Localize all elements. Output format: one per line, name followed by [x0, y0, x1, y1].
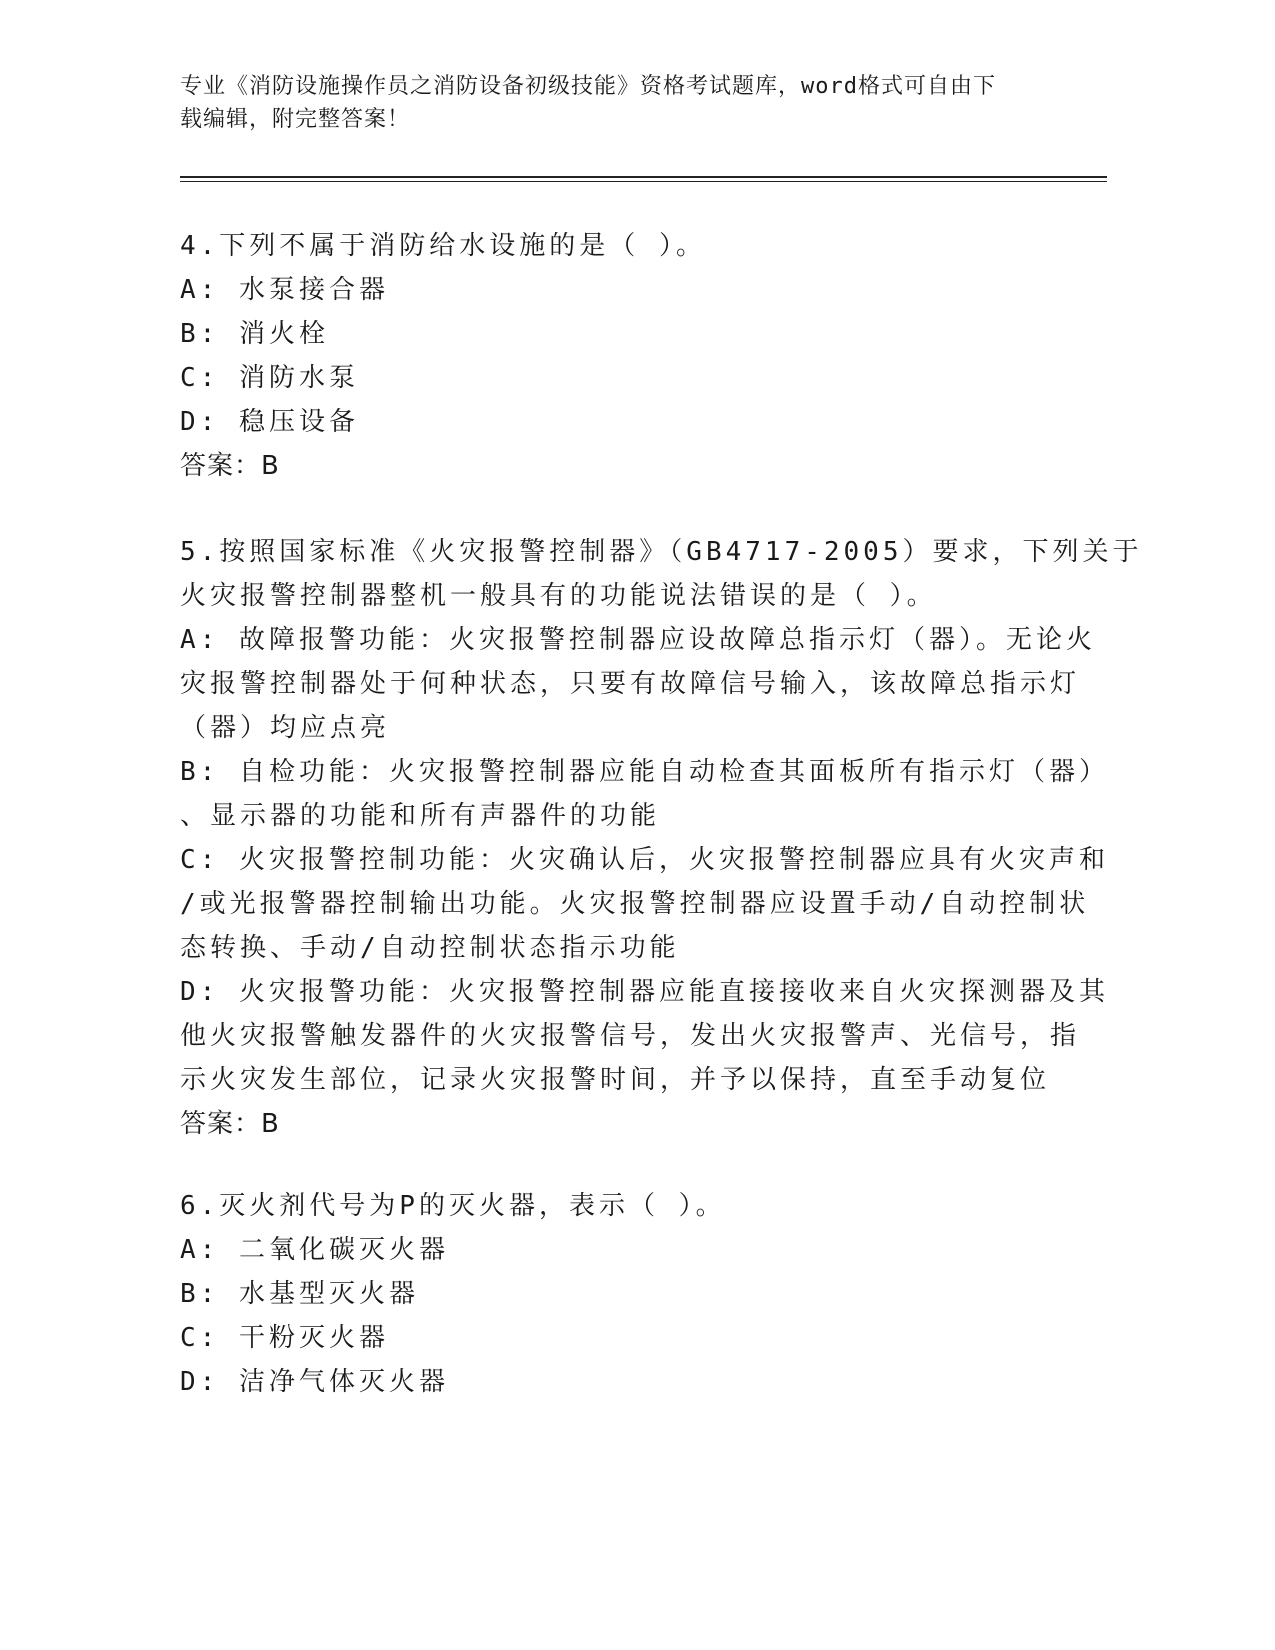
option-line: C: 火灾报警控制功能：火灾确认后，火灾报警控制器应具有火灾声和	[180, 845, 1109, 875]
option-line: B: 自检功能：火灾报警控制器应能自动检查其面板所有指示灯（器）	[180, 757, 1109, 787]
option-c: C: 消防水泵	[180, 363, 359, 393]
option-d: D: 洁净气体灭火器	[180, 1367, 449, 1397]
option-line: 示火灾发生部位，记录火灾报警时间，并予以保持，直至手动复位	[180, 1065, 1051, 1095]
question-4	[180, 224, 1060, 488]
question-stem: 5.按照国家标准《火灾报警控制器》（GB4717-2005）要求，下列关于	[180, 537, 1143, 567]
header-line: 专业《消防设施操作员之消防设备初级技能》资格考试题库，word格式可自由下	[180, 74, 996, 99]
option-a: A: 二氧化碳灭火器	[180, 1235, 449, 1265]
option-line: D: 火灾报警功能：火灾报警控制器应能直接接收来自火灾探测器及其	[180, 977, 1109, 1007]
question-stem: 4.下列不属于消防给水设施的是（ ）。	[180, 231, 706, 261]
option-b	[180, 750, 1109, 838]
option-line: 、显示器的功能和所有声器件的功能	[180, 801, 661, 831]
option-a: A: 水泵接合器	[180, 275, 389, 305]
option-line: /或光报警器控制输出功能。火灾报警控制器应设置手动/自动控制状	[180, 889, 1090, 919]
question-5	[180, 530, 1143, 1146]
option-line: 态转换、手动/自动控制状态指示功能	[180, 933, 680, 963]
header-divider-thin	[180, 181, 1107, 182]
option-c	[180, 838, 1109, 970]
option-line: 灾报警控制器处于何种状态，只要有故障信号输入，该故障总指示灯	[180, 669, 1081, 699]
question-stem: 火灾报警控制器整机一般具有的功能说法错误的是（ ）。	[180, 581, 937, 611]
option-d	[180, 970, 1109, 1102]
option-line: 他火灾报警触发器件的火灾报警信号，发出火灾报警声、光信号，指	[180, 1021, 1081, 1051]
header-line: 载编辑，附完整答案！	[180, 107, 411, 132]
option-c: C: 干粉灭火器	[180, 1323, 389, 1353]
question-stem: 6.灭火剂代号为P的灭火器，表示（ ）。	[180, 1191, 726, 1221]
header-divider	[180, 176, 1107, 178]
option-line: （器）均应点亮	[180, 713, 391, 743]
answer-label: 答案：B	[180, 1109, 280, 1139]
option-b: B: 水基型灭火器	[180, 1279, 419, 1309]
question-6	[180, 1184, 1060, 1404]
answer-label: 答案：B	[180, 451, 280, 481]
document-header	[180, 70, 1040, 136]
option-b: B: 消火栓	[180, 319, 329, 349]
option-line: A: 故障报警功能：火灾报警控制器应设故障总指示灯（器）。无论火	[180, 625, 1096, 655]
option-d: D: 稳压设备	[180, 407, 359, 437]
option-a	[180, 618, 1096, 750]
